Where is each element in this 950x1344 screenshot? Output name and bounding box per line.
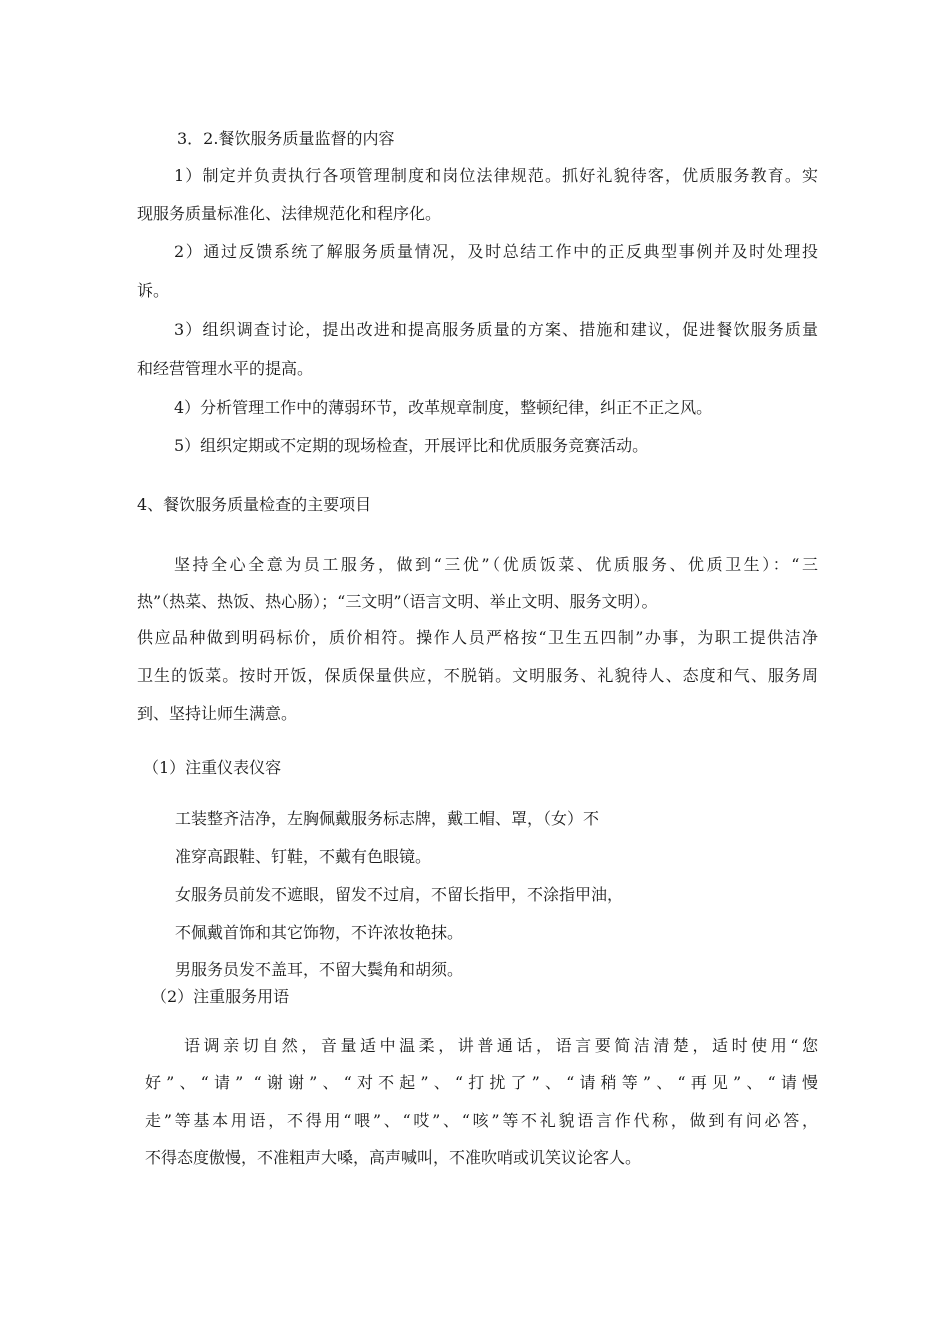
sub2-line-2: 好”、“请” “谢谢”、“对不起”、“打扰了”、“请稍等”、“再见”、“请慢 bbox=[145, 1073, 818, 1092]
intro-line-2: 热”（热菜、热饭、热心肠）；“三文明”（语言文明、举止文明、服务文明）。 bbox=[137, 592, 658, 611]
section-3-2-heading: 3．2.餐饮服务质量监督的内容 bbox=[177, 129, 395, 148]
sub1-line-3: 女服务员前发不遮眼，留发不过肩，不留长指甲，不涂指甲油， bbox=[175, 885, 624, 904]
sub1-line-1: 工装整齐洁净，左胸佩戴服务标志牌，戴工帽、罩，（女）不 bbox=[175, 809, 600, 828]
item-1-line-1: 1）制定并负责执行各项管理制度和岗位法律规范。抓好礼貌待客，优质服务教育。实 bbox=[174, 166, 818, 185]
sub1-line-4: 不佩戴首饰和其它饰物，不许浓妆艳抹。 bbox=[175, 923, 464, 942]
intro-line-3: 供应品种做到明码标价，质价相符。操作人员严格按“卫生五四制”办事，为职工提供洁净 bbox=[137, 628, 818, 647]
item-5: 5）组织定期或不定期的现场检查，开展评比和优质服务竞赛活动。 bbox=[174, 436, 649, 455]
intro-line-1: 坚持全心全意为员工服务，做到“三优”（优质饭菜、优质服务、优质卫生）：“三 bbox=[174, 555, 818, 574]
intro-line-5: 到、坚持让师生满意。 bbox=[137, 704, 298, 723]
item-4: 4）分析管理工作中的薄弱环节，改革规章制度，整顿纪律，纠正不正之风。 bbox=[174, 398, 713, 417]
sub1-line-5: 男服务员发不盖耳，不留大鬓角和胡须。 bbox=[175, 960, 464, 979]
sub2-line-4: 不得态度傲慢，不准粗声大嗓，高声喊叫，不准吹哨或讥笑议论客人。 bbox=[145, 1148, 642, 1167]
item-2-line-2: 诉。 bbox=[137, 281, 170, 300]
sub2-line-3: 走”等基本用语，不得用“喂”、“哎”、“咳”等不礼貌语言作代称，做到有问必答， bbox=[145, 1111, 818, 1130]
section-4-heading: 4、餐饮服务质量检查的主要项目 bbox=[137, 495, 372, 514]
item-1-line-2: 现服务质量标准化、法律规范化和程序化。 bbox=[137, 204, 442, 223]
sub1-line-2: 准穿高跟鞋、钉鞋，不戴有色眼镜。 bbox=[175, 847, 432, 866]
item-3-line-2: 和经营管理水平的提高。 bbox=[137, 359, 314, 378]
intro-line-4: 卫生的饭菜。按时开饭，保质保量供应，不脱销。文明服务、礼貌待人、态度和气、服务周 bbox=[137, 666, 818, 685]
sub1-heading: （1）注重仪表仪容 bbox=[143, 758, 282, 777]
sub2-line-1: 语调亲切自然，音量适中温柔，讲普通话，语言要简洁清楚，适时使用“您 bbox=[184, 1036, 818, 1055]
sub2-heading: （2）注重服务用语 bbox=[151, 987, 290, 1006]
item-3-line-1: 3）组织调查讨论，提出改进和提高服务质量的方案、措施和建议，促进餐饮服务质量 bbox=[174, 320, 818, 339]
item-2-line-1: 2）通过反馈系统了解服务质量情况，及时总结工作中的正反典型事例并及时处理投 bbox=[174, 242, 818, 261]
